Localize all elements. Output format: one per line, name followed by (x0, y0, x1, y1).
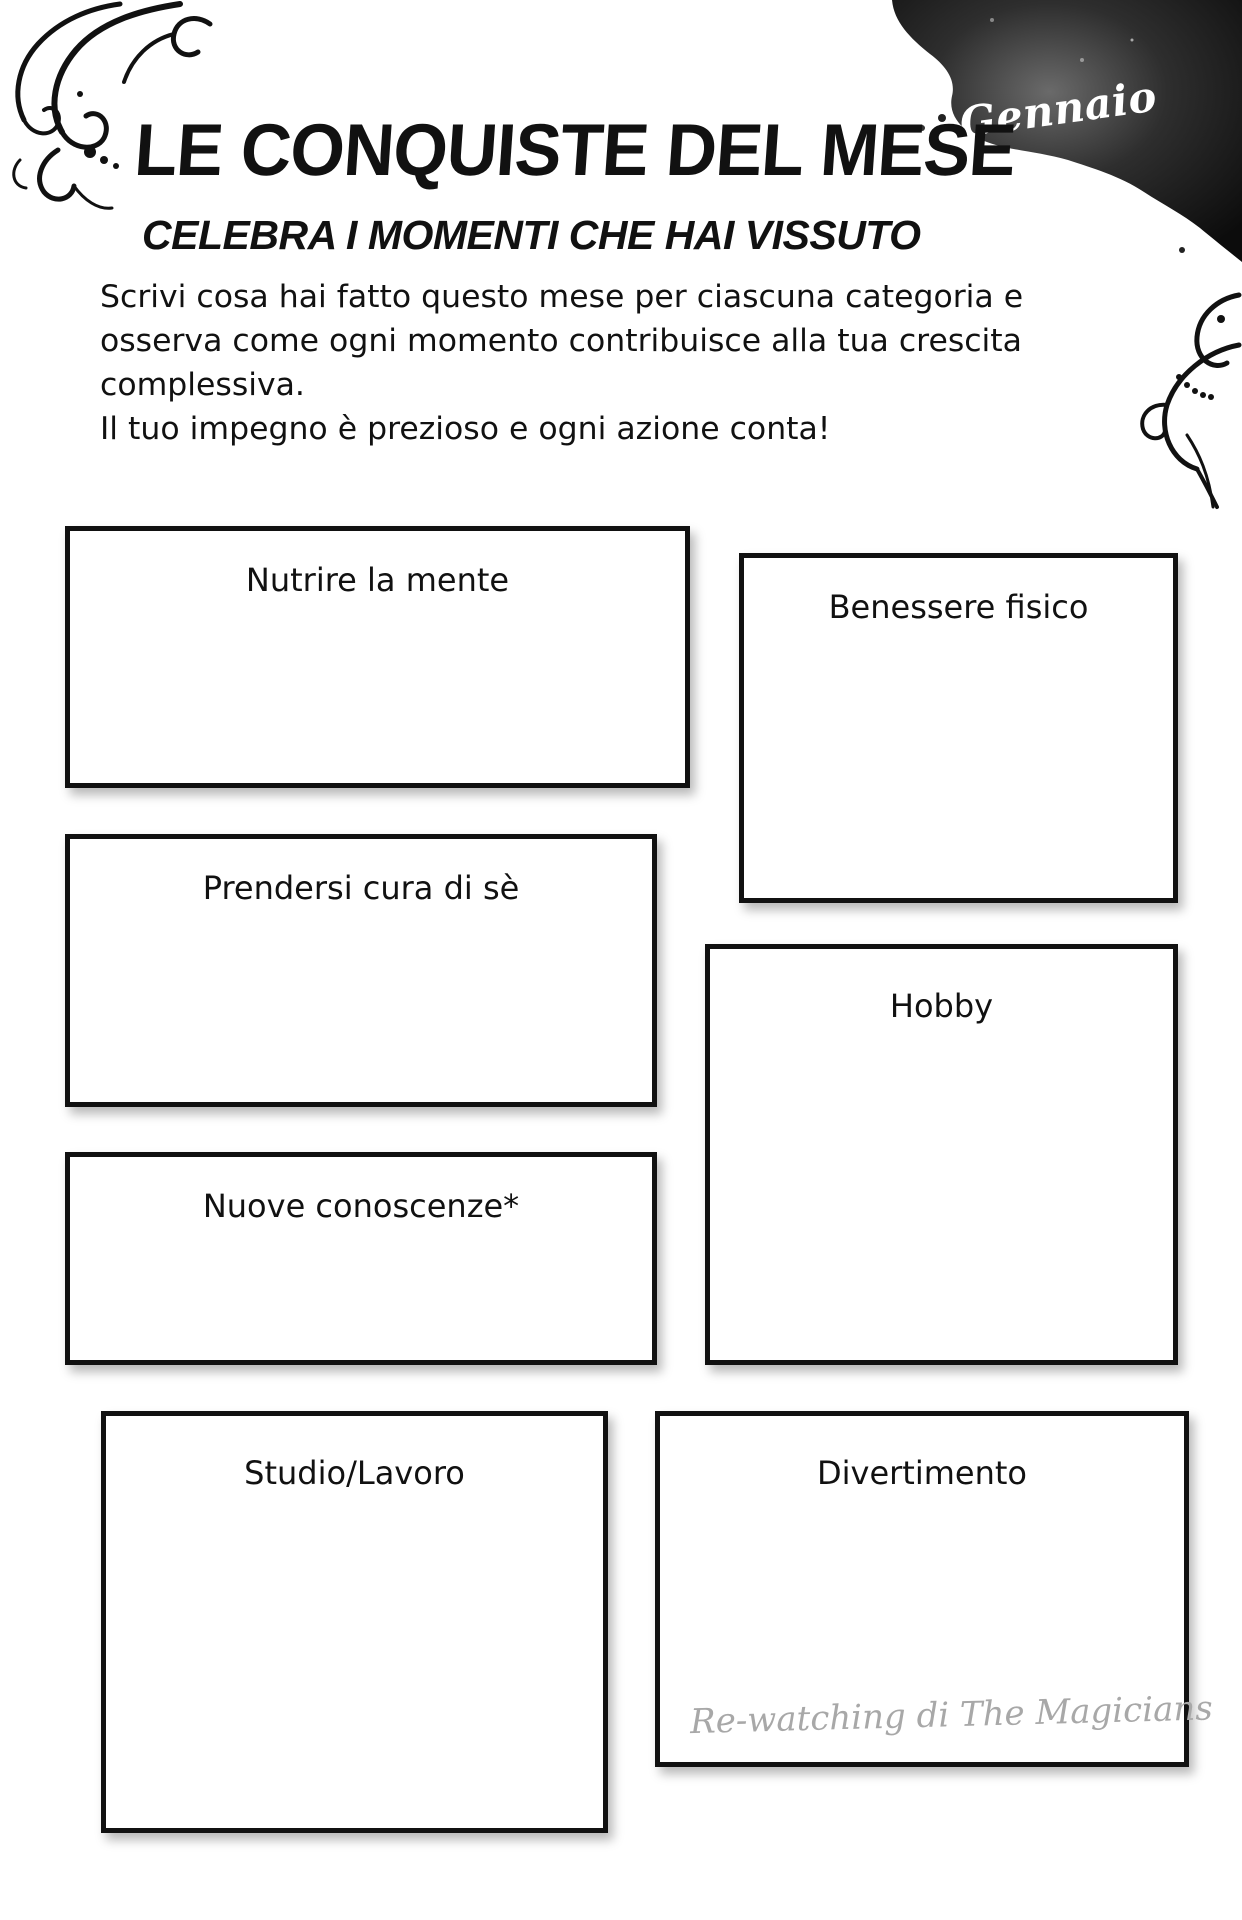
box-label: Hobby (889, 987, 994, 1025)
swirl-ornament-right (1127, 285, 1242, 510)
box-label: Prendersi cura di sè (202, 869, 520, 907)
box-label: Nuove conoscenze* (202, 1187, 520, 1225)
box-benessere-fisico[interactable] (739, 553, 1178, 903)
page-subtitle: CELEBRA I MOMENTI CHE HAI VISSUTO (142, 212, 921, 258)
box-label: Divertimento (816, 1454, 1027, 1492)
box-nuove-conoscenze[interactable] (65, 1152, 657, 1365)
intro-paragraph: Scrivi cosa hai fatto questo mese per ciascuna categoria e osserva come ogni momento contribuisce alla tua crescita complessiva. (100, 279, 1024, 403)
box-studio-lavoro[interactable] (101, 1411, 608, 1833)
month-label: Gennaio (956, 71, 1160, 148)
box-hobby[interactable] (705, 944, 1178, 1365)
box-prendersi-cura-di-se[interactable] (65, 834, 657, 1107)
box-label: Benessere fisico (828, 588, 1089, 626)
box-nutrire-la-mente[interactable] (65, 526, 690, 788)
box-label: Nutrire la mente (245, 561, 510, 599)
box-label: Studio/Lavoro (244, 1454, 465, 1492)
handwritten-note: Re-watching di The Magicians (689, 1688, 1214, 1743)
page-title: LE CONQUISTE DEL MESE (132, 109, 1018, 191)
box-divertimento[interactable] (655, 1411, 1214, 1767)
intro-text (100, 275, 1140, 451)
intro-closing: Il tuo impegno è prezioso e ogni azione conta! (100, 411, 831, 447)
